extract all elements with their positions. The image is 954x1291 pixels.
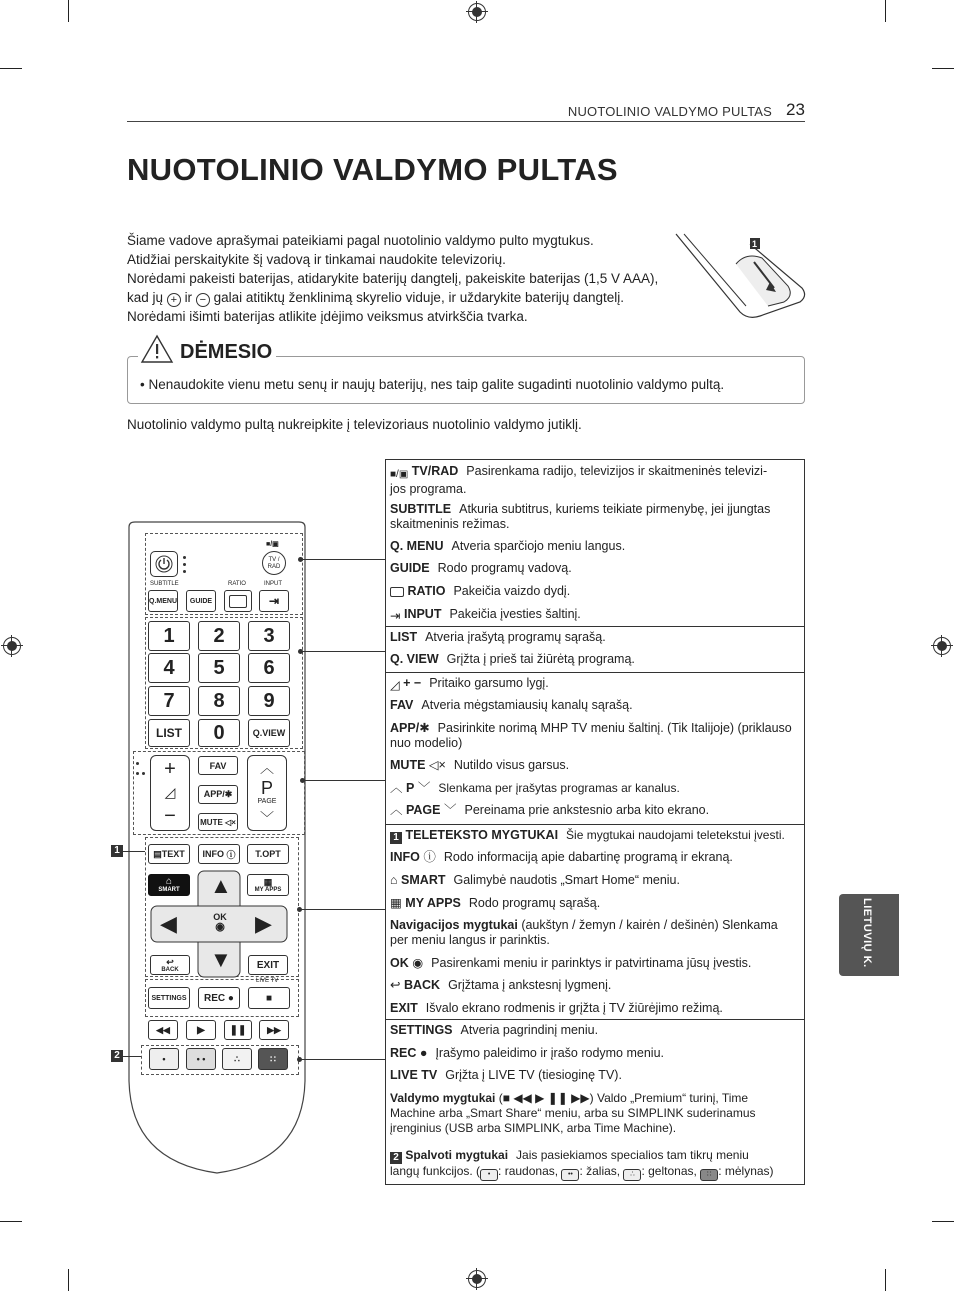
row-desc: Nutildo visus garsus. — [453, 758, 570, 772]
row-desc: Išvalo ekrano rodmenis ir grįžta į TV žiūrėjimo režimą. — [425, 1001, 723, 1015]
info-icon: ⓘ — [423, 850, 436, 864]
row-desc: Grįžtama į ankstesnį lygmenį. — [448, 978, 612, 992]
svg-text:1: 1 — [752, 239, 758, 249]
live-tv-button[interactable] — [248, 987, 290, 1009]
table-section — [386, 460, 804, 627]
input-label: INPUT — [264, 581, 282, 587]
header-section-title: NUOTOLINIO VALDYMO PULTAS — [567, 104, 772, 119]
table-row — [390, 1023, 800, 1038]
fast-forward-icon: ▶▶ — [571, 1091, 590, 1105]
rec-label: REC — [204, 992, 226, 1004]
table-row — [390, 584, 800, 599]
table-row — [390, 607, 800, 624]
ok-button[interactable] — [208, 912, 232, 932]
exit-button[interactable]: EXIT — [248, 955, 288, 975]
row-key: Navigacijos mygtukai — [390, 918, 518, 932]
app-button[interactable]: APP/✱ — [198, 785, 238, 804]
number-5-button[interactable]: 5 — [198, 653, 240, 683]
intro-line — [127, 288, 667, 307]
row-desc: Rodo programų sąrašą. — [468, 896, 601, 910]
crop-mark — [932, 1221, 954, 1222]
row-desc: Pasirenkama radijo, televizijos ir skaitmeninės televizi- — [466, 464, 768, 478]
leader-line — [302, 651, 385, 652]
arrow-up-button[interactable]: ▲ — [210, 873, 232, 898]
row-key: LIVE TV — [390, 1068, 438, 1082]
fav-button[interactable]: FAV — [198, 756, 238, 775]
row-key: MY APPS — [405, 896, 461, 910]
table-row — [390, 652, 800, 667]
table-row — [390, 781, 800, 796]
chevron-down-icon: ﹀ — [260, 810, 274, 827]
apps-grid-icon: ▦ — [263, 876, 273, 887]
row-desc: per meniu langus ir parinktis. — [390, 933, 550, 947]
arrow-right-button[interactable]: ▶ — [255, 911, 272, 936]
pause-button[interactable] — [224, 1020, 252, 1040]
intro-fragment: kad jų — [127, 290, 164, 305]
row-key: PAGE — [406, 803, 441, 817]
row-key: SETTINGS — [390, 1023, 453, 1037]
crop-mark — [0, 1221, 22, 1222]
row-desc: skaitmeninis režimas. — [390, 517, 510, 531]
row-desc: Grįžta į prieš tai žiūrėtą programą. — [446, 652, 635, 666]
point-instruction: Nuotolinio valdymo pultą nukreipkite į televizoriaus nuotolinio valdymo jutiklį. — [127, 417, 582, 432]
ok-icon: ◉ — [412, 956, 424, 970]
row-key: Spalvoti mygtukai — [405, 1148, 509, 1162]
ratio-icon — [390, 587, 404, 597]
q-view-button[interactable]: Q.VIEW — [248, 719, 290, 747]
back-arrow-icon: ↩ — [166, 956, 174, 967]
record-dot-icon: ● — [419, 1046, 428, 1060]
leader-line — [301, 1059, 385, 1060]
dot-marker — [136, 762, 139, 765]
home-icon: ⌂ — [390, 873, 398, 887]
row-desc: (aukštyn / žemyn / kairėn / dešinėn) Slenkama — [521, 918, 778, 932]
number-1-button[interactable]: 1 — [148, 621, 190, 651]
play-icon: ▶ — [197, 1024, 205, 1036]
header-divider — [127, 121, 805, 122]
row-key: TV/RAD — [411, 464, 459, 478]
table-row — [390, 539, 800, 554]
t-opt-button[interactable]: T.OPT — [247, 844, 289, 864]
plus-terminal-icon: + — [167, 293, 181, 307]
registration-mark-icon — [933, 637, 951, 655]
row-key: TELETEKSTO MYGTUKAI — [405, 828, 559, 842]
info-label: INFO — [202, 849, 224, 859]
language-side-tab-label: LIETUVIŲ K. — [861, 898, 873, 968]
my-apps-label: MY APPS — [254, 886, 282, 893]
rewind-icon: ◀◀ — [513, 1091, 532, 1105]
volume-up-icon: + — [164, 757, 176, 780]
record-dot-icon: ● — [225, 992, 234, 1004]
list-button[interactable]: LIST — [148, 719, 190, 747]
row-desc: : žalias, — [579, 1164, 621, 1178]
pause-icon: ❚❚ — [229, 1024, 247, 1036]
power-icon — [155, 555, 173, 573]
row-key: EXIT — [390, 1001, 418, 1015]
yellow-button[interactable]: ∴ — [222, 1048, 252, 1070]
table-row: Valdymo mygtukai (■ ◀◀ ▶ ❚❚ ▶▶) Valdo „Premium“ turinį, Time Machine arba „Smart Share“ meniu, arba su SIMPLINK suderinamus įrenginius (USB arba SIMPLINK, arba Time Machine). — [390, 1091, 756, 1135]
row-key: + − — [403, 676, 422, 690]
dot-marker — [183, 570, 186, 573]
intro-fragment: galai atitiktų ženklinimą skyrelio viduje, ir uždarykite baterijų dangtelį. — [213, 290, 625, 305]
program-label: P — [260, 777, 273, 798]
intro-line: Norėdami išimti baterijas atlikite įdėjimo veiksmus atvirkščia tvarka. — [127, 309, 528, 324]
ok-icon: ◉ — [215, 921, 225, 933]
chevron-up-icon: ︿ — [390, 781, 403, 795]
info-button[interactable] — [198, 844, 240, 864]
row-key: SUBTITLE — [390, 502, 452, 516]
intro-line: Šiame vadove aprašymai pateikiami pagal nuotolinio valdymo pulto mygtukus. — [127, 233, 594, 248]
row-desc: Pasirinkite norimą MHP TV meniu šaltinį. (Tik Italijoje) (priklauso — [437, 721, 792, 735]
volume-down-icon: − — [164, 805, 176, 828]
row-key: APP/ — [390, 721, 420, 735]
arrow-down-button[interactable]: ▼ — [210, 947, 232, 972]
pause-icon: ❚❚ — [547, 1091, 568, 1105]
row-desc: Galimybė naudotis „Smart Home“ meniu. — [453, 873, 680, 887]
row-desc: Šie mygtukai naudojami teletekstui įvesti. — [566, 828, 785, 842]
table-row — [390, 850, 800, 865]
table-row — [390, 676, 800, 693]
registration-mark-icon — [3, 637, 21, 655]
row-desc: jos programa. — [390, 482, 467, 496]
chevron-up-icon: ︿ — [390, 803, 403, 817]
row-desc: Atkuria subtitrus, kuriems teikiate pirmenybę, jei įjungtas — [459, 502, 771, 516]
table-row — [390, 918, 800, 948]
back-arrow-icon: ↩ — [390, 978, 401, 992]
row-key: RATIO — [407, 584, 446, 598]
back-label: BACK — [161, 966, 179, 973]
play-icon: ▶ — [535, 1091, 545, 1105]
table-row — [390, 758, 800, 773]
volume-rocker[interactable] — [150, 755, 190, 831]
blue-button[interactable]: ∷ — [258, 1048, 288, 1070]
group-2-badge: 2 — [111, 1050, 123, 1062]
settings-button[interactable]: SETTINGS — [148, 987, 190, 1009]
ratio-button[interactable] — [224, 590, 252, 612]
number-4-button[interactable]: 4 — [148, 653, 190, 683]
registration-mark-icon — [468, 3, 486, 21]
row-desc: Grįžta į LIVE TV (tiesioginę TV). — [445, 1068, 622, 1082]
green-button[interactable]: • • — [186, 1048, 216, 1070]
mute-button[interactable] — [198, 813, 238, 831]
leader-line — [302, 559, 385, 560]
table-row — [390, 828, 800, 844]
text-label: TEXT — [161, 849, 185, 859]
registration-mark-icon — [468, 1270, 486, 1288]
button-description-table — [385, 459, 805, 1185]
table-row — [390, 561, 800, 576]
leader-line — [301, 909, 385, 910]
leader-line — [304, 780, 385, 781]
stop-icon: ■ — [265, 992, 273, 1004]
crop-mark — [68, 1269, 69, 1291]
table-row — [390, 896, 800, 911]
table-row — [390, 698, 800, 713]
row-desc: langų funkcijos. ( — [390, 1164, 481, 1178]
row-desc: Rodo programų vadovą. — [437, 561, 572, 575]
table-row — [390, 721, 800, 751]
table-row — [390, 630, 800, 645]
tv-radio-icon: ■/▣ — [390, 469, 409, 480]
crop-mark — [68, 0, 69, 22]
row-key: INPUT — [403, 607, 442, 621]
chevron-down-icon: ﹀ — [417, 781, 431, 795]
intro-line: Norėdami pakeisti baterijas, atidarykite baterijų dangtelį, pakeiskite baterijas (1,5 V AAA), — [127, 271, 659, 286]
row-key: LIST — [390, 630, 418, 644]
rewind-button[interactable] — [148, 1020, 178, 1040]
row-desc: : geltonas, — [641, 1164, 697, 1178]
input-icon: ⇥ — [268, 594, 280, 608]
ok-label: OK — [213, 912, 227, 922]
apps-grid-icon: ▦ — [390, 896, 402, 910]
tv-rad-button[interactable] — [262, 551, 286, 575]
row-key: Q. VIEW — [390, 652, 439, 666]
row-key: REC — [390, 1046, 417, 1060]
yellow-key-icon: ∴ — [623, 1169, 641, 1181]
row-desc: Pakeičia įvesties šaltinį. — [449, 607, 581, 621]
mute-icon: ◁× — [428, 758, 446, 772]
row-key: FAV — [390, 698, 414, 712]
table-row — [390, 1148, 800, 1181]
row-desc: Machine arba „Smart Share“ meniu, arba su SIMPLINK suderinamus — [390, 1106, 756, 1120]
fast-forward-icon: ▶▶ — [267, 1024, 281, 1035]
row-desc: Pasirenkami meniu ir parinktys ir patvirtinama jūsų įvestis. — [431, 956, 752, 970]
table-section — [386, 627, 804, 673]
ratio-label: RATIO — [228, 581, 246, 587]
ratio-icon — [229, 595, 247, 608]
row-desc: : raudonas, — [498, 1164, 559, 1178]
page-title: NUOTOLINIO VALDYMO PULTAS — [127, 152, 618, 187]
intro-line: Atidžiai perskaitykite šį vadovą ir tinkamai naudokite televizorių. — [127, 252, 506, 267]
row-desc: Pritaiko garsumo lygį. — [429, 676, 549, 690]
arrow-left-button[interactable]: ◀ — [160, 911, 177, 936]
table-row — [390, 1068, 800, 1083]
battery-cover-illustration — [670, 232, 810, 322]
row-desc: nuo modelio) — [390, 736, 463, 750]
number-7-button[interactable]: 7 — [148, 686, 190, 716]
rewind-icon: ◀◀ — [156, 1024, 170, 1035]
program-rocker[interactable] — [247, 755, 287, 831]
crop-mark — [932, 68, 954, 69]
page-label: PAGE — [257, 798, 277, 806]
table-section — [386, 825, 804, 1020]
smart-label: SMART — [158, 887, 180, 893]
tv-rad-icon: ■/▣ — [266, 541, 279, 548]
red-key-icon: • — [480, 1169, 498, 1181]
row-key: Valdymo mygtukai — [390, 1091, 496, 1105]
row-desc: : mėlynas) — [718, 1164, 774, 1178]
table-row — [390, 803, 800, 818]
mute-icon: ◁× — [222, 817, 236, 827]
row-desc: Įrašymo paleidimo ir įrašo rodymo meniu. — [435, 1046, 665, 1060]
back-button[interactable] — [150, 955, 190, 975]
table-row — [390, 502, 800, 532]
warning-icon — [140, 334, 174, 364]
crop-mark — [0, 68, 22, 69]
q-menu-button[interactable]: Q.MENU — [148, 590, 178, 612]
red-button[interactable]: • — [149, 1048, 179, 1070]
teletext-icon: ▤ — [153, 848, 162, 859]
power-button[interactable] — [150, 551, 178, 577]
info-icon: ⓘ — [223, 849, 236, 860]
number-8-button[interactable]: 8 — [198, 686, 240, 716]
group-1-badge: 1 — [390, 832, 402, 844]
row-key: P — [406, 781, 415, 795]
row-desc: Atveria mėgstamiausių kanalų sąrašą. — [421, 698, 633, 712]
number-0-button[interactable]: 0 — [198, 719, 240, 747]
volume-icon: ◿ — [390, 678, 400, 692]
mute-label: MUTE — [200, 817, 223, 827]
row-key: OK — [390, 956, 409, 970]
text-button[interactable] — [148, 844, 190, 864]
row-desc: ) Valdo „Premium“ turinį, Time — [589, 1091, 749, 1105]
row-desc: Slenkama per įrašytas programas ar kanalus. — [438, 781, 680, 795]
table-row — [390, 1046, 800, 1061]
chevron-up-icon: ︿ — [260, 759, 274, 776]
number-2-button[interactable]: 2 — [198, 621, 240, 651]
row-key: SMART — [401, 873, 446, 887]
row-key: Q. MENU — [390, 539, 444, 553]
row-desc: Pereinama prie ankstesnio arba kito ekrano. — [464, 803, 710, 817]
dot-marker — [142, 772, 145, 775]
group-1-badge: 1 — [111, 845, 123, 857]
row-desc: Atveria pagrindinį meniu. — [460, 1023, 599, 1037]
table-row — [390, 978, 800, 993]
row-key: BACK — [403, 978, 441, 992]
dot-marker — [183, 563, 186, 566]
row-key: MUTE — [390, 758, 426, 772]
row-desc: Rodo informaciją apie dabartinę programą ir ekraną. — [443, 850, 733, 864]
blue-key-icon: ∷ — [700, 1169, 718, 1181]
caution-title: DĖMESIO — [180, 341, 273, 363]
crop-mark — [885, 1269, 886, 1291]
intro-text — [127, 231, 667, 326]
table-section — [386, 1020, 804, 1184]
dot-marker — [136, 772, 139, 775]
minus-terminal-icon: − — [196, 293, 210, 307]
guide-button[interactable]: GUIDE — [186, 590, 216, 612]
volume-icon: ◿ — [164, 784, 176, 801]
caution-text: • Nenaudokite vienu metu senų ir naujų baterijų, nes taip galite sugadinti nuotolinio valdymo pultą. — [140, 377, 725, 392]
caution-header — [138, 334, 276, 364]
rec-button[interactable] — [198, 987, 240, 1009]
input-icon: ⇥ — [390, 609, 401, 623]
table-row — [390, 1001, 800, 1016]
row-desc: Jais pasiekiamos specialios tam tikrų meniu — [516, 1148, 749, 1162]
crop-mark — [885, 0, 886, 22]
group-2-badge: 2 — [390, 1152, 402, 1164]
row-key: GUIDE — [390, 561, 430, 575]
row-key: INFO — [390, 850, 420, 864]
home-icon: ⌂ — [165, 876, 173, 887]
row-desc: Atveria sparčiojo meniu langus. — [451, 539, 626, 553]
row-desc: įrenginius (USB arba SIMPLINK, arba Time Machine). — [390, 1121, 677, 1135]
chevron-down-icon: ﹀ — [443, 803, 457, 817]
asterisk-icon: ✱ — [419, 721, 430, 735]
subtitle-label: SUBTITLE — [150, 581, 179, 587]
play-button[interactable] — [186, 1020, 216, 1040]
fast-forward-button[interactable] — [259, 1020, 289, 1040]
dot-marker — [183, 556, 186, 559]
green-key-icon: •• — [561, 1169, 579, 1181]
row-desc: Atveria įrašytą programų sąrašą. — [425, 630, 606, 644]
number-9-button[interactable]: 9 — [248, 686, 290, 716]
row-desc: Pakeičia vaizdo dydį. — [453, 584, 571, 598]
table-section — [386, 673, 804, 825]
input-button[interactable] — [259, 590, 289, 612]
table-row — [390, 873, 800, 888]
intro-fragment: ir — [184, 290, 193, 305]
live-tv-label: LIVE TV — [256, 978, 279, 984]
table-row — [390, 464, 800, 497]
stop-icon: ■ — [502, 1091, 510, 1105]
table-row — [390, 956, 800, 971]
page-number: 23 — [786, 100, 805, 119]
number-6-button[interactable]: 6 — [248, 653, 290, 683]
badge-1-leader — [123, 851, 145, 852]
number-3-button[interactable]: 3 — [248, 621, 290, 651]
tv-rad-label: TV / RAD — [267, 557, 281, 570]
badge-2-leader — [123, 1056, 141, 1057]
